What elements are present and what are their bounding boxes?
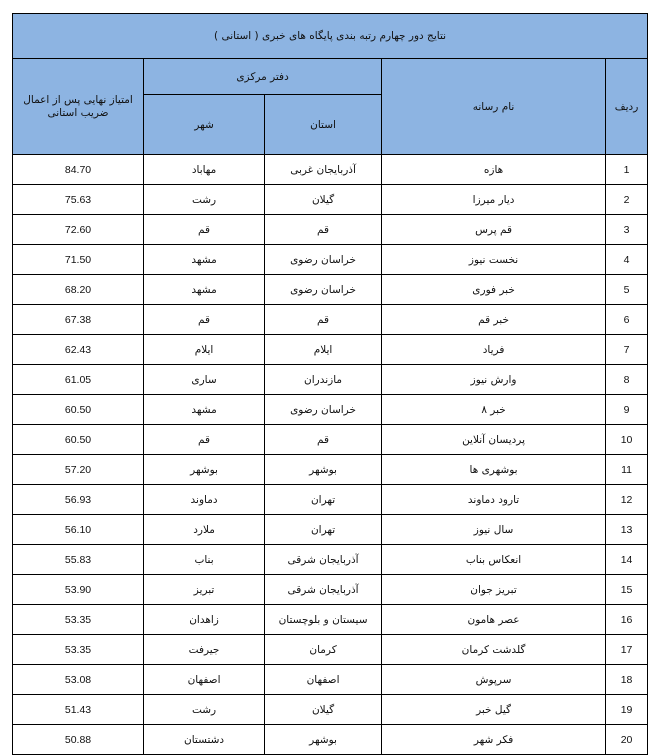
cell-city: قم <box>144 305 265 335</box>
cell-city: اصفهان <box>144 665 265 695</box>
cell-province: خراسان رضوی <box>265 395 382 425</box>
cell-city: مشهد <box>144 275 265 305</box>
cell-province: خراسان رضوی <box>265 275 382 305</box>
cell-media-name: فریاد <box>382 335 606 365</box>
cell-score: 75.63 <box>13 185 144 215</box>
cell-media-name: بوشهری ها <box>382 455 606 485</box>
cell-media-name: خبر ۸ <box>382 395 606 425</box>
cell-city: ایلام <box>144 335 265 365</box>
cell-score: 50.88 <box>13 725 144 755</box>
cell-city: قم <box>144 215 265 245</box>
cell-score: 53.90 <box>13 575 144 605</box>
cell-rank: 8 <box>606 365 648 395</box>
table-row <box>13 665 648 695</box>
cell-score: 67.38 <box>13 305 144 335</box>
cell-media-name: انعکاس بناب <box>382 545 606 575</box>
table-row <box>13 335 648 365</box>
cell-score: 60.50 <box>13 395 144 425</box>
cell-media-name: قم پرس <box>382 215 606 245</box>
table-row <box>13 395 648 425</box>
cell-media-name: عصر هامون <box>382 605 606 635</box>
table-row <box>13 455 648 485</box>
cell-score: 72.60 <box>13 215 144 245</box>
cell-score: 53.35 <box>13 635 144 665</box>
cell-province: کرمان <box>265 635 382 665</box>
cell-rank: 11 <box>606 455 648 485</box>
cell-province: بوشهر <box>265 455 382 485</box>
cell-province: آذربایجان شرقی <box>265 545 382 575</box>
cell-media-name: فکر شهر <box>382 725 606 755</box>
cell-rank: 10 <box>606 425 648 455</box>
cell-media-name: تبریز جوان <box>382 575 606 605</box>
cell-rank: 3 <box>606 215 648 245</box>
cell-rank: 12 <box>606 485 648 515</box>
cell-media-name: گیل خبر <box>382 695 606 725</box>
cell-province: خراسان رضوی <box>265 245 382 275</box>
cell-media-name: خبر فوری <box>382 275 606 305</box>
cell-city: ساری <box>144 365 265 395</box>
cell-city: مهاباد <box>144 155 265 185</box>
cell-city: ملارد <box>144 515 265 545</box>
cell-rank: 7 <box>606 335 648 365</box>
header-headquarters: دفتر مرکزی <box>144 59 382 95</box>
table-row <box>13 575 648 605</box>
cell-score: 71.50 <box>13 245 144 275</box>
cell-rank: 18 <box>606 665 648 695</box>
cell-score: 53.08 <box>13 665 144 695</box>
cell-province: قم <box>265 425 382 455</box>
table-row <box>13 365 648 395</box>
cell-city: مشهد <box>144 245 265 275</box>
ranking-table <box>12 13 648 755</box>
table-row <box>13 515 648 545</box>
cell-score: 61.05 <box>13 365 144 395</box>
cell-media-name: پردیسان آنلاین <box>382 425 606 455</box>
cell-city: رشت <box>144 185 265 215</box>
table-row <box>13 425 648 455</box>
cell-rank: 20 <box>606 725 648 755</box>
cell-media-name: سال نیوز <box>382 515 606 545</box>
cell-city: زاهدان <box>144 605 265 635</box>
cell-rank: 6 <box>606 305 648 335</box>
cell-province: بوشهر <box>265 725 382 755</box>
cell-province: اصفهان <box>265 665 382 695</box>
cell-city: رشت <box>144 695 265 725</box>
cell-rank: 2 <box>606 185 648 215</box>
cell-media-name: گلدشت کرمان <box>382 635 606 665</box>
cell-score: 68.20 <box>13 275 144 305</box>
cell-rank: 14 <box>606 545 648 575</box>
cell-score: 84.70 <box>13 155 144 185</box>
table-row <box>13 485 648 515</box>
cell-province: تهران <box>265 485 382 515</box>
cell-province: گیلان <box>265 185 382 215</box>
cell-media-name: خبر قم <box>382 305 606 335</box>
cell-rank: 15 <box>606 575 648 605</box>
cell-rank: 19 <box>606 695 648 725</box>
cell-rank: 4 <box>606 245 648 275</box>
table-row <box>13 185 648 215</box>
cell-province: آذربایجان شرقی <box>265 575 382 605</box>
cell-score: 53.35 <box>13 605 144 635</box>
cell-city: قم <box>144 425 265 455</box>
cell-rank: 16 <box>606 605 648 635</box>
cell-score: 60.50 <box>13 425 144 455</box>
cell-rank: 1 <box>606 155 648 185</box>
header-final-score: امتیاز نهایی پس از اعمال ضریب استانی <box>13 59 144 155</box>
table-row <box>13 245 648 275</box>
cell-province: قم <box>265 305 382 335</box>
cell-province: قم <box>265 215 382 245</box>
header-province: استان <box>265 95 382 155</box>
cell-province: آذربایجان غربی <box>265 155 382 185</box>
table-row <box>13 545 648 575</box>
cell-score: 56.10 <box>13 515 144 545</box>
cell-score: 56.93 <box>13 485 144 515</box>
cell-rank: 5 <box>606 275 648 305</box>
cell-city: جیرفت <box>144 635 265 665</box>
cell-city: دشتستان <box>144 725 265 755</box>
header-media-name: نام رسانه <box>382 59 606 155</box>
table-row <box>13 305 648 335</box>
cell-score: 55.83 <box>13 545 144 575</box>
table-row <box>13 155 648 185</box>
header-rank: ردیف <box>606 59 648 155</box>
table-row <box>13 695 648 725</box>
cell-city: بوشهر <box>144 455 265 485</box>
cell-media-name: هازه <box>382 155 606 185</box>
table-row <box>13 605 648 635</box>
cell-province: سیستان و بلوچستان <box>265 605 382 635</box>
cell-media-name: وارش نیوز <box>382 365 606 395</box>
table-row <box>13 725 648 755</box>
header-city: شهر <box>144 95 265 155</box>
cell-score: 62.43 <box>13 335 144 365</box>
table-row <box>13 635 648 665</box>
cell-province: ایلام <box>265 335 382 365</box>
cell-media-name: تارود دماوند <box>382 485 606 515</box>
cell-province: تهران <box>265 515 382 545</box>
cell-rank: 17 <box>606 635 648 665</box>
cell-city: تبریز <box>144 575 265 605</box>
page-title: نتایج دور چهارم رتبه بندی پایگاه های خبری ( استانی ) <box>13 14 648 59</box>
table-row <box>13 215 648 245</box>
cell-rank: 9 <box>606 395 648 425</box>
cell-media-name: نخست نیوز <box>382 245 606 275</box>
cell-province: مازندران <box>265 365 382 395</box>
cell-media-name: دیار میرزا <box>382 185 606 215</box>
cell-rank: 13 <box>606 515 648 545</box>
cell-media-name: سرپوش <box>382 665 606 695</box>
cell-city: دماوند <box>144 485 265 515</box>
cell-score: 51.43 <box>13 695 144 725</box>
table-row <box>13 275 648 305</box>
cell-city: بناب <box>144 545 265 575</box>
cell-city: مشهد <box>144 395 265 425</box>
cell-score: 57.20 <box>13 455 144 485</box>
cell-province: گیلان <box>265 695 382 725</box>
